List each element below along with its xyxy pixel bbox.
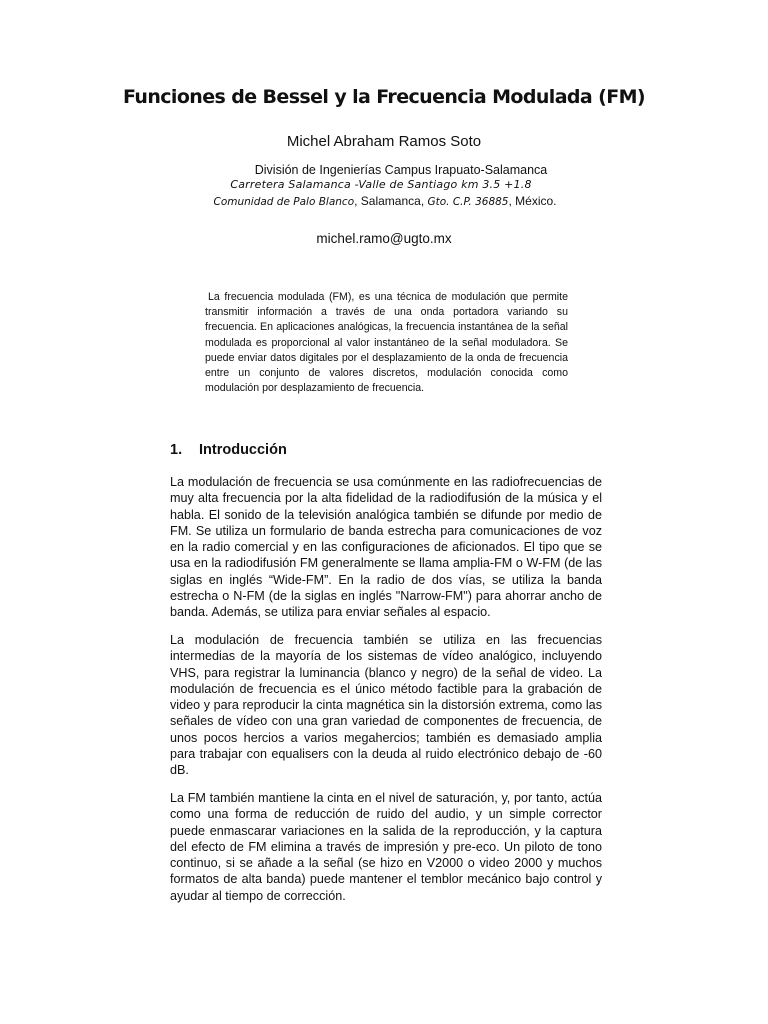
abstract: La frecuencia modulada (FM), es una técnica de modulación que permite transmitir información a través de una onda portadora variando su frecuencia. En aplicaciones analógicas, la frecuencia instantánea de la señal modulada es proporcional al valor instantáneo de la señal moduladora. Se puede enviar datos digitales por el desplazamiento de la onda de frecuencia entre un conjunto de valores discretos, modulación conocida como modulación por desplazamiento de frecuencia. xyxy=(205,291,568,395)
body-paragraph: La modulación de frecuencia también se utiliza en las frecuencias intermedias de la mayoría de los sistemas de vídeo analógico, incluyendo VHS, para registrar la luminancia (blanco y negro) de la señal de video. La modulación de frecuencia es el único método factible para la grabación de video y para reproducir la cinta magnética sin la distorsión extrema, como las señales de vídeo con una gran variedad de componentes de frecuencia, de unos pocos hercios a varios megahercios; también es demasiado amplia para trabajar con equalisers con la deuda al ruido electrónico debajo de -60 dB. xyxy=(170,633,602,778)
paper-title: Funciones de Bessel y la Frecuencia Modulada (FM) xyxy=(122,86,646,108)
body-paragraph: La FM también mantiene la cinta en el nivel de saturación, y, por tanto, actúa como una forma de reducción de ruido del audio, y un simple corrector puede enmascarar variaciones en la salida de la reproducción, y la captura del efecto de FM elimina a través de impresión y pre-eco. Un piloto de tono continuo, si se añade a la señal (se hizo en V2000 o video 2000 y muchos formatos de alta banda) puede mantener el temblor mecánico bajo control y ayudar al tiempo de corrección. xyxy=(170,791,602,903)
affiliation-division: División de Ingenierías Campus Irapuato-Salamanca xyxy=(254,163,548,177)
affiliation-country: , México. xyxy=(508,194,557,208)
section-heading-introduccion xyxy=(170,442,287,458)
section-number: 1. xyxy=(170,442,183,458)
affiliation-postal-code: Gto. C.P. 36885 xyxy=(427,196,509,208)
body-paragraph: La modulación de frecuencia se usa comúnmente en las radiofrecuencias de muy alta frecuencia por la alta fidelidad de la radiodifusión de la música y el habla. El sonido de la televisión analógica también se difunde por medio de FM. Se utiliza un formulario de banda estrecha para comunicaciones de voz en la radio comercial y en las configuraciones de aficionados. El tipo que se usa en la radiodifusión FM generalmente se llama amplia-FM o W-FM (de las siglas en inglés “Wide-FM”. En la radio de dos vías, se utiliza la banda estrecha o N-FM (de la siglas en inglés "Narrow-FM") para ahorrar ancho de banda. Además, se utiliza para enviar señales al espacio. xyxy=(170,475,602,620)
section-title: Introducción xyxy=(199,442,287,458)
author-name: Michel Abraham Ramos Soto xyxy=(286,133,482,150)
affiliation-community: Comunidad de Palo Blanco xyxy=(213,196,355,208)
affiliation-address: Carretera Salamanca -Valle de Santiago km 3.5 +1.8 xyxy=(230,178,532,191)
affiliation-city: , Salamanca, xyxy=(354,194,428,208)
affiliation-location xyxy=(0,194,768,208)
author-email: michel.ramo@ugto.mx xyxy=(316,231,452,246)
